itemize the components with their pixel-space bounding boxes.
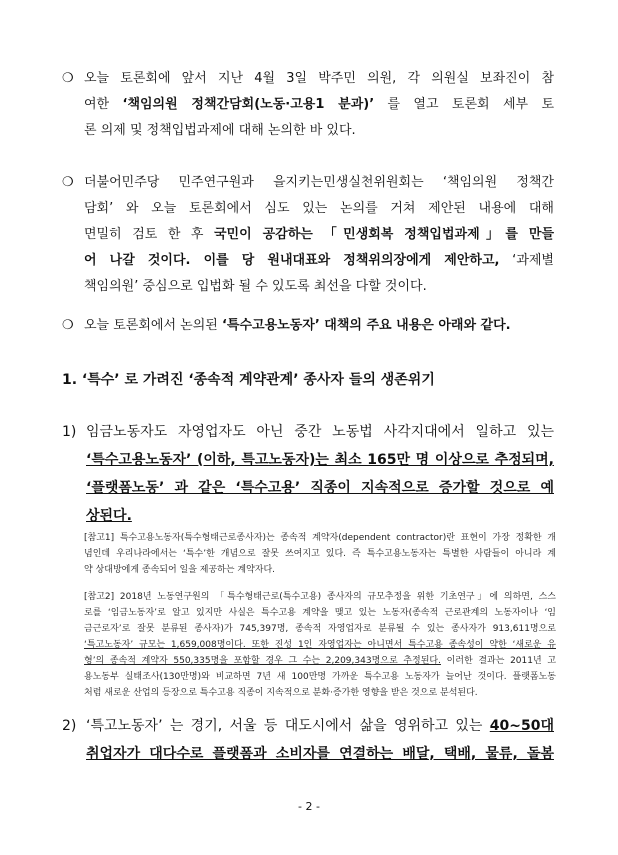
section-heading: 1. ‘특수’ 로 가려진 ‘종속적 계약관계’ 종사자 들의 생존위기 xyxy=(62,372,435,388)
text-span: 이러한 결과는 2011년 고 xyxy=(440,656,557,666)
emphasis-text: ‘책임의원 정책간담회(노동·고용1 분과)’ xyxy=(122,97,375,112)
text-line: ‘특수고용노동자’ (이하, 특고노동자)는 최소 165만 명 이상으로 추정되며, xyxy=(86,452,554,468)
item-number: 2) xyxy=(62,718,77,734)
circle-bullet-icon: ❍ xyxy=(62,175,74,190)
text-line: ‘플랫폼노동’ 과 같은 ‘특수고용’ 직종이 지속적으로 증가할 것으로 예 xyxy=(86,480,554,496)
text-span: 면밀히 검토 한 후 xyxy=(84,227,214,242)
text-line: 임금노동자도 자영업자도 아닌 중간 노동법 사각지대에서 일하고 있는 xyxy=(86,424,554,440)
page-number: - 2 - xyxy=(298,800,320,813)
emphasis-text: 어 나갈 것이다. 이를 당 원내대표와 정책위의장에게 제안하고, xyxy=(84,253,500,268)
text-line: 더불어민주당 민주연구원과 을지키는민생실천위원회는 ‘책임의원 정책간 xyxy=(84,175,554,190)
text-line xyxy=(84,248,554,274)
text-line: 처럼 새로운 산업의 등장으로 특수고용 직종이 지속적으로 분화·증가한 영향을 받은 것으로 분석된다. xyxy=(84,688,478,698)
circle-bullet-icon: ❍ xyxy=(62,318,74,333)
numbered-item-1 xyxy=(62,418,554,530)
numbered-item-2 xyxy=(62,712,554,768)
text-span: ‘과제별 xyxy=(499,253,554,268)
reference-note-2 xyxy=(84,589,556,701)
text-line: 론 의제 및 정책입법과제에 대해 논의한 바 있다. xyxy=(84,123,356,138)
underlined-text: 형’의 종속적 계약자 550,335명을 포함할 경우 그 수는 2,209,343명으로 추정된다. xyxy=(84,656,441,666)
bullet-paragraph-2 xyxy=(62,170,554,300)
text-line: 념인데 우리나라에서는 ‘특수’한 개념으로 잘못 쓰여지고 있다. 즉 특수고용노동자는 특별한 사람들이 아니라 계 xyxy=(84,549,556,559)
text-span: 를 열고 토론회 세부 토 xyxy=(374,97,555,112)
item-number: 1) xyxy=(62,424,77,440)
text-line: ‘특고노동자’ 규모는 1,659,008명이다. 또한 진성 1인 자영업자는 아니면서 특수고용 종속성이 약한 ‘새로운 유 xyxy=(84,640,556,650)
text-span: 여한 xyxy=(84,97,123,112)
text-line: [참고1] 특수고용노동자(특수형태근로종사자)는 종속적 계약자(dependent contractor)란 표현이 가장 정확한 개 xyxy=(84,533,556,543)
text-span: 오늘 토론회에서 논의된 xyxy=(84,318,222,333)
text-line xyxy=(84,313,554,339)
emphasis-text: 국민이 공감하는 「민생회복 정책입법과제」를 만들 xyxy=(214,227,554,242)
text-line: 취업자가 대다수로 플랫폼과 소비자를 연결하는 배달, 택배, 물류, 돌봄 xyxy=(86,746,554,762)
text-line: 금근로자’로 잘못 분류된 종사자)가 745,397명, 종속적 자영업자로 분류될 수 있는 종사자가 913,611명으로 xyxy=(84,624,556,634)
text-line xyxy=(86,712,554,740)
text-line xyxy=(84,222,554,248)
text-line xyxy=(84,92,554,118)
text-line: 용노동부 실태조사(130만명)와 비교하면 7년 새 100만명 가까운 특수고용 노동자가 늘어난 것이다. 플랫폼노동 xyxy=(84,672,556,682)
bullet-paragraph-3 xyxy=(62,313,554,339)
text-line: 상된다. xyxy=(86,508,132,524)
text-span: ‘특고노동자’ 는 경기, 서울 등 대도시에서 삶을 영위하고 있는 xyxy=(86,718,490,734)
text-line: 책임의원’ 중심으로 입법화 될 수 있도록 최선을 다할 것이다. xyxy=(84,279,427,294)
text-line: 약 상대방에게 종속되어 일을 제공하는 계약자다. xyxy=(84,565,276,575)
circle-bullet-icon: ❍ xyxy=(62,71,74,86)
reference-note-1 xyxy=(84,530,556,578)
text-line: 담회’ 와 오늘 토론회에서 심도 있는 논의를 거쳐 제안된 내용에 대해 xyxy=(84,201,554,216)
text-line: 오늘 토론회에 앞서 지난 4월 3일 박주민 의원, 각 의원실 보좌진이 참 xyxy=(84,71,554,86)
text-line: 로를 ‘임금노동자’로 알고 있지만 사실은 특수고용 계약을 맺고 있는 노동자(종속적 근로관계의 노동자이나 ‘임 xyxy=(84,608,556,618)
text-line xyxy=(84,653,556,669)
text-line: [참고2] 2018년 노동연구원의 「특수형태근로(특수고용) 종사자의 규모추정을 위한 기초연구」에 의하면, 스스 xyxy=(84,592,556,602)
emphasis-text: ‘특수고용노동자’ 대책의 주요 내용은 아래와 같다. xyxy=(221,318,511,333)
bullet-paragraph-1 xyxy=(62,66,554,144)
emphasis-text: 40~50대 xyxy=(489,718,554,734)
